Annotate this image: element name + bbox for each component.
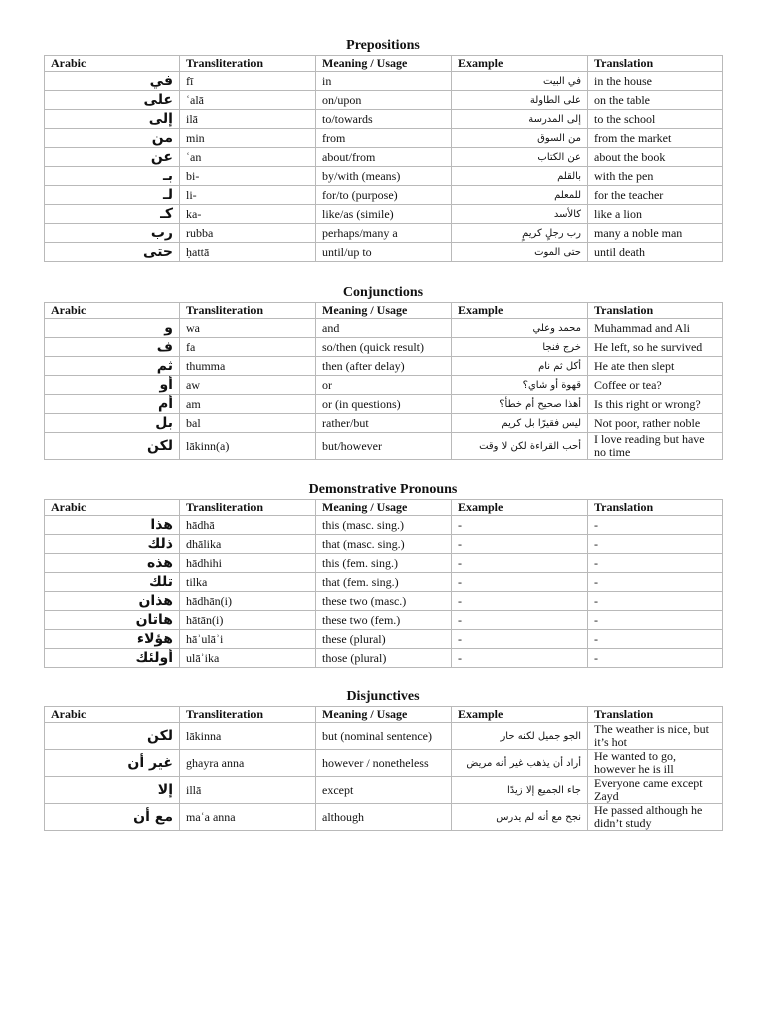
meaning-cell: these two (fem.) [316,611,452,630]
example-cell: الجو جميل لكنه حار [452,723,588,750]
transliteration-cell: rubba [180,224,316,243]
table-row [45,414,723,433]
meaning-cell: although [316,804,452,831]
transliteration-cell: thumma [180,357,316,376]
table-row [45,750,723,777]
table-row [45,554,723,573]
table-row [45,376,723,395]
example-cell: رب رجلٍ كريمٍ [452,224,588,243]
example-cell: - [452,516,588,535]
arabic-cell: من [45,129,180,148]
table-row [45,573,723,592]
header-example: Example [452,303,588,319]
transliteration-cell: lākinna [180,723,316,750]
vocabulary-table [44,302,723,460]
section-demonstrative-pronouns [44,480,722,668]
transliteration-cell: fī [180,72,316,91]
header-translation: Translation [588,56,723,72]
meaning-cell: however / nonetheless [316,750,452,777]
header-arabic: Arabic [45,56,180,72]
table-row [45,72,723,91]
transliteration-cell: am [180,395,316,414]
meaning-cell: or [316,376,452,395]
table-row [45,243,723,262]
example-cell: - [452,630,588,649]
header-meaning: Meaning / Usage [316,56,452,72]
translation-cell: - [588,535,723,554]
example-cell: نجح مع أنه لم يدرس [452,804,588,831]
arabic-cell: ثم [45,357,180,376]
header-meaning: Meaning / Usage [316,707,452,723]
example-cell: أكل ثم نام [452,357,588,376]
example-cell: من السوق [452,129,588,148]
transliteration-cell: ʿan [180,148,316,167]
example-cell: أراد أن يذهب غير أنه مريض [452,750,588,777]
meaning-cell: but/however [316,433,452,460]
transliteration-cell: li- [180,186,316,205]
example-cell: خرج فنجا [452,338,588,357]
table-row [45,395,723,414]
transliteration-cell: ilā [180,110,316,129]
meaning-cell: like/as (simile) [316,205,452,224]
table-row [45,535,723,554]
transliteration-cell: hāʾulāʾi [180,630,316,649]
meaning-cell: on/upon [316,91,452,110]
table-row [45,319,723,338]
vocabulary-table [44,706,723,831]
table-header-row [45,707,723,723]
transliteration-cell: wa [180,319,316,338]
example-cell: محمد وعلي [452,319,588,338]
table-row [45,148,723,167]
translation-cell: on the table [588,91,723,110]
table-row [45,592,723,611]
example-cell: أهذا صحيح أم خطأ؟ [452,395,588,414]
header-arabic: Arabic [45,707,180,723]
table-row [45,224,723,243]
transliteration-cell: hātān(i) [180,611,316,630]
meaning-cell: that (masc. sing.) [316,535,452,554]
example-cell: جاء الجميع إلا زيدًا [452,777,588,804]
meaning-cell: and [316,319,452,338]
arabic-cell: مع أن [45,804,180,831]
translation-cell: from the market [588,129,723,148]
transliteration-cell: dhālika [180,535,316,554]
header-transliteration: Transliteration [180,500,316,516]
header-example: Example [452,56,588,72]
translation-cell: - [588,516,723,535]
translation-cell: He left, so he survived [588,338,723,357]
table-row [45,110,723,129]
translation-cell: with the pen [588,167,723,186]
meaning-cell: to/towards [316,110,452,129]
arabic-cell: على [45,91,180,110]
transliteration-cell: ʿalā [180,91,316,110]
transliteration-cell: illā [180,777,316,804]
vocabulary-table [44,499,723,668]
example-cell: حتى الموت [452,243,588,262]
example-cell: أحب القراءة لكن لا وقت [452,433,588,460]
table-row [45,777,723,804]
transliteration-cell: min [180,129,316,148]
table-row [45,205,723,224]
arabic-cell: هؤلاء [45,630,180,649]
translation-cell: He wanted to go, however he is ill [588,750,723,777]
table-row [45,338,723,357]
table-row [45,357,723,376]
section-title: Prepositions [346,38,420,53]
meaning-cell: in [316,72,452,91]
example-cell: على الطاولة [452,91,588,110]
meaning-cell: these two (masc.) [316,592,452,611]
arabic-cell: بل [45,414,180,433]
table-header-row [45,500,723,516]
meaning-cell: but (nominal sentence) [316,723,452,750]
arabic-cell: أم [45,395,180,414]
translation-cell: He passed although he didn’t study [588,804,723,831]
transliteration-cell: maʿa anna [180,804,316,831]
arabic-cell: هذان [45,592,180,611]
translation-cell: The weather is nice, but it’s hot [588,723,723,750]
meaning-cell: rather/but [316,414,452,433]
transliteration-cell: ḥattā [180,243,316,262]
table-row [45,129,723,148]
example-cell: للمعلم [452,186,588,205]
arabic-cell: أو [45,376,180,395]
meaning-cell: this (masc. sing.) [316,516,452,535]
example-cell: ليس فقيرًا بل كريم [452,414,588,433]
arabic-cell: غير أن [45,750,180,777]
arabic-cell: عن [45,148,180,167]
translation-cell: - [588,592,723,611]
example-cell: - [452,592,588,611]
translation-cell: to the school [588,110,723,129]
arabic-cell: لكن [45,433,180,460]
section-prepositions [44,36,722,262]
example-cell: قهوة أو شاي؟ [452,376,588,395]
example-cell: - [452,573,588,592]
header-translation: Translation [588,707,723,723]
table-row [45,611,723,630]
translation-cell: Not poor, rather noble [588,414,723,433]
meaning-cell: by/with (means) [316,167,452,186]
arabic-cell: تلك [45,573,180,592]
example-cell: في البيت [452,72,588,91]
meaning-cell: from [316,129,452,148]
table-header-row [45,56,723,72]
table-row [45,649,723,668]
table-header-row [45,303,723,319]
arabic-cell: هذه [45,554,180,573]
transliteration-cell: hādhān(i) [180,592,316,611]
translation-cell: He ate then slept [588,357,723,376]
table-row [45,186,723,205]
table-row [45,723,723,750]
vocabulary-table [44,55,723,262]
translation-cell: like a lion [588,205,723,224]
meaning-cell: that (fem. sing.) [316,573,452,592]
arabic-cell: لكن [45,723,180,750]
meaning-cell: these (plural) [316,630,452,649]
arabic-cell: رب [45,224,180,243]
header-arabic: Arabic [45,500,180,516]
table-row [45,516,723,535]
transliteration-cell: hādhihi [180,554,316,573]
meaning-cell: this (fem. sing.) [316,554,452,573]
transliteration-cell: bi- [180,167,316,186]
arabic-cell: أولئك [45,649,180,668]
transliteration-cell: ghayra anna [180,750,316,777]
transliteration-cell: fa [180,338,316,357]
transliteration-cell: ka- [180,205,316,224]
meaning-cell: then (after delay) [316,357,452,376]
translation-cell: - [588,611,723,630]
translation-cell: for the teacher [588,186,723,205]
header-meaning: Meaning / Usage [316,500,452,516]
meaning-cell: about/from [316,148,452,167]
header-transliteration: Transliteration [180,707,316,723]
translation-cell: I love reading but have no time [588,433,723,460]
arabic-cell: حتى [45,243,180,262]
arabic-cell: ذلك [45,535,180,554]
arabic-cell: في [45,72,180,91]
transliteration-cell: tilka [180,573,316,592]
header-transliteration: Transliteration [180,56,316,72]
transliteration-cell: aw [180,376,316,395]
arabic-cell: هاتان [45,611,180,630]
example-cell: بالقلم [452,167,588,186]
translation-cell: - [588,649,723,668]
arabic-cell: إلى [45,110,180,129]
translation-cell: - [588,573,723,592]
meaning-cell: except [316,777,452,804]
meaning-cell: until/up to [316,243,452,262]
example-cell: كالأسد [452,205,588,224]
arabic-cell: هذا [45,516,180,535]
example-cell: عن الكتاب [452,148,588,167]
table-row [45,630,723,649]
example-cell: إلى المدرسة [452,110,588,129]
arabic-cell: لـ [45,186,180,205]
arabic-cell: كـ [45,205,180,224]
header-arabic: Arabic [45,303,180,319]
transliteration-cell: hādhā [180,516,316,535]
meaning-cell: for/to (purpose) [316,186,452,205]
translation-cell: many a noble man [588,224,723,243]
translation-cell: in the house [588,72,723,91]
table-row [45,167,723,186]
example-cell: - [452,535,588,554]
transliteration-cell: lākinn(a) [180,433,316,460]
header-translation: Translation [588,500,723,516]
header-example: Example [452,500,588,516]
header-meaning: Meaning / Usage [316,303,452,319]
arabic-cell: ف [45,338,180,357]
meaning-cell: those (plural) [316,649,452,668]
arabic-cell: بـ [45,167,180,186]
example-cell: - [452,611,588,630]
translation-cell: about the book [588,148,723,167]
header-translation: Translation [588,303,723,319]
meaning-cell: perhaps/many a [316,224,452,243]
arabic-cell: و [45,319,180,338]
header-transliteration: Transliteration [180,303,316,319]
table-row [45,91,723,110]
section-disjunctives [44,687,722,831]
transliteration-cell: ulāʾika [180,649,316,668]
section-title: Disjunctives [346,689,420,704]
meaning-cell: or (in questions) [316,395,452,414]
translation-cell: - [588,630,723,649]
meaning-cell: so/then (quick result) [316,338,452,357]
translation-cell: until death [588,243,723,262]
table-row [45,433,723,460]
translation-cell: Is this right or wrong? [588,395,723,414]
translation-cell: Muhammad and Ali [588,319,723,338]
table-row [45,804,723,831]
example-cell: - [452,554,588,573]
example-cell: - [452,649,588,668]
transliteration-cell: bal [180,414,316,433]
arabic-cell: إلا [45,777,180,804]
section-title: Conjunctions [342,285,424,300]
section-title: Demonstrative Pronouns [308,482,458,497]
section-conjunctions [44,283,722,460]
translation-cell: Coffee or tea? [588,376,723,395]
translation-cell: Everyone came except Zayd [588,777,723,804]
header-example: Example [452,707,588,723]
translation-cell: - [588,554,723,573]
